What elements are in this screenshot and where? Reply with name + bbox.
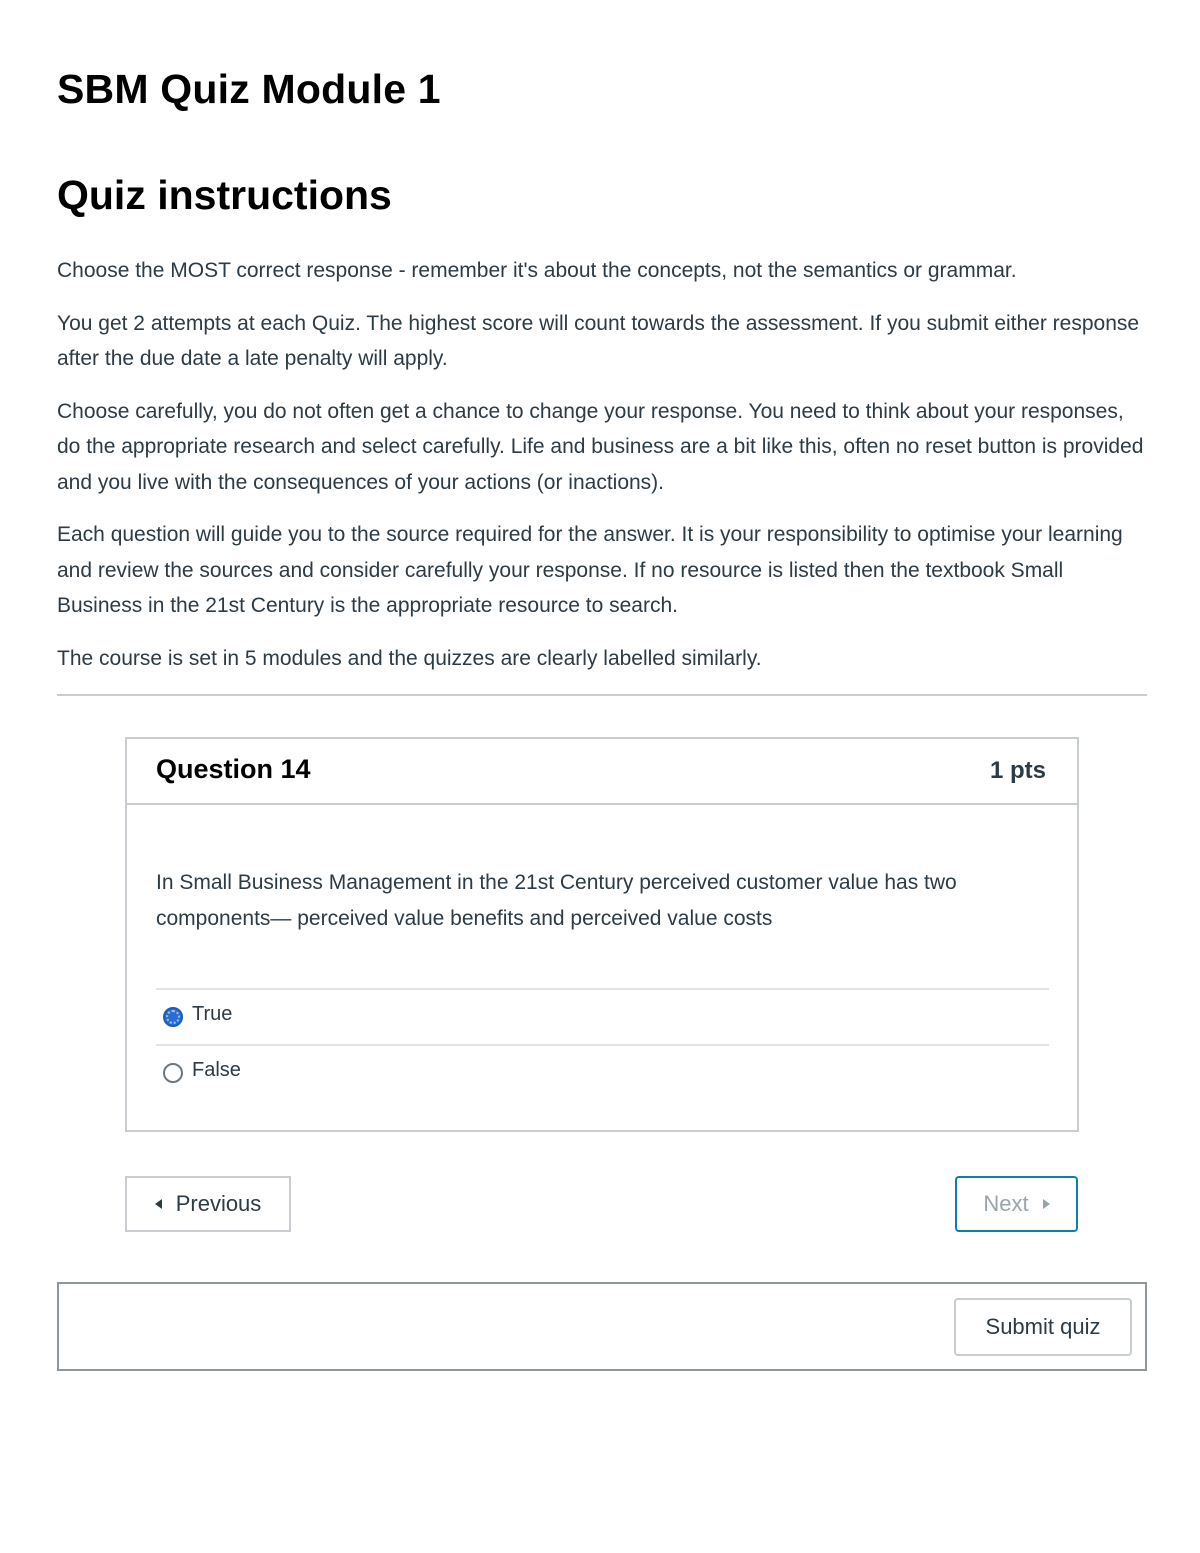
radio-unselected-icon[interactable]	[163, 1063, 183, 1083]
quiz-title: SBM Quiz Module 1	[57, 66, 441, 112]
answer-option-false[interactable]	[156, 1044, 1049, 1100]
previous-label: Previous	[175, 1191, 262, 1216]
instruction-paragraph: The course is set in 5 modules and the quizzes are clearly labelled similarly.	[57, 646, 762, 670]
question-name: Question 14	[156, 754, 311, 784]
submit-panel	[57, 1282, 1147, 1371]
answer-label[interactable]: True	[192, 1003, 233, 1025]
instructions-body	[57, 253, 1147, 693]
radio-selected-icon[interactable]	[163, 1007, 183, 1027]
answer-label[interactable]: False	[192, 1059, 241, 1081]
instruction-paragraph: Each question will guide you to the source required for the answer. It is your responsibility to optimise your learning and review the sources and consider carefully your response. If no resource is listed then the textbook Small Business in the 21st Century is the appropriate resource to search.	[57, 523, 1123, 617]
question-card	[125, 737, 1079, 1132]
instruction-paragraph: Choose the MOST correct response - remember it's about the concepts, not the semantics or grammar.	[57, 259, 1017, 282]
question-text: In Small Business Management in the 21st Century perceived customer value has two components— perceived value benefits and perceived value costs	[156, 871, 957, 930]
question-points: 1 pts	[989, 757, 1046, 784]
section-divider	[57, 694, 1147, 696]
previous-button[interactable]	[125, 1176, 291, 1232]
submit-label: Submit quiz	[985, 1314, 1101, 1339]
instruction-paragraph: Choose carefully, you do not often get a chance to change your response. You need to think about your responses, do the appropriate research and select carefully. Life and business are a bit like this, often no reset button is provided and you live with the consequences of your actions (or inactions).	[57, 399, 1144, 494]
question-header	[127, 739, 1077, 805]
answer-list	[156, 988, 1049, 1100]
instructions-heading: Quiz instructions	[57, 172, 392, 218]
caret-left-icon	[155, 1199, 162, 1209]
instruction-paragraph: You get 2 attempts at each Quiz. The highest score will count towards the assessment. If you submit either response after the due date a late penalty will apply.	[57, 311, 1140, 370]
caret-right-icon	[1043, 1199, 1050, 1209]
next-button[interactable]	[955, 1176, 1078, 1232]
next-label: Next	[983, 1191, 1029, 1216]
submit-quiz-button[interactable]	[954, 1298, 1132, 1356]
answer-option-true[interactable]	[156, 988, 1049, 1044]
